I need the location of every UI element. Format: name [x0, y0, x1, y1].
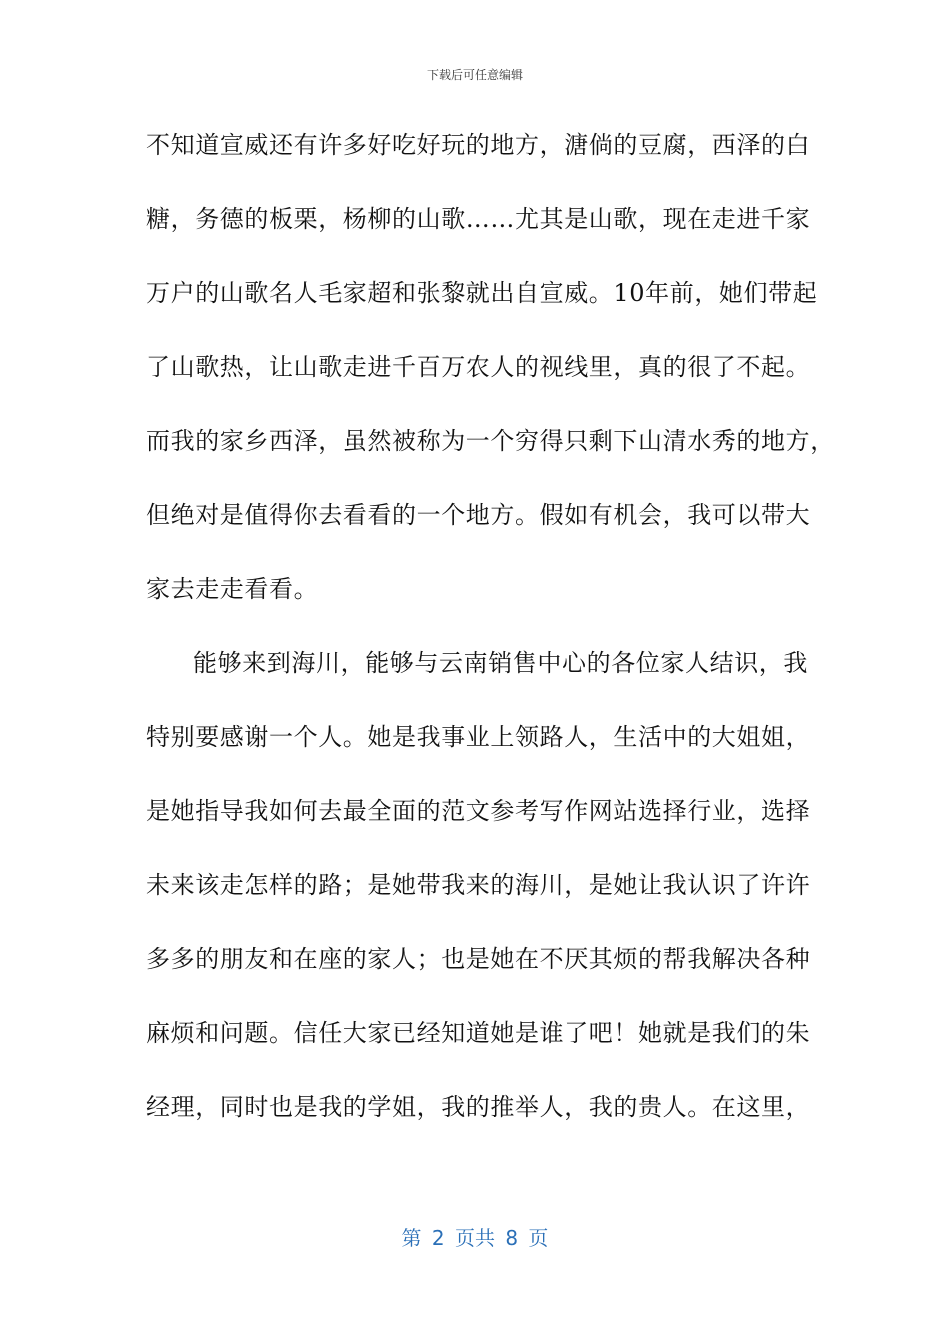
text-line: 而我的家乡西泽，虽然被称为一个穷得只剩下山清水秀的地方， — [146, 427, 835, 455]
text-line: 是她指导我如何去最全面的范文参考写作网站选择行业，选择 — [146, 797, 811, 825]
page-number: 第 2 页共 8 页 — [401, 1226, 549, 1250]
text-line: 家去走走看看。 — [146, 575, 319, 603]
text-line: 未来该走怎样的路；是她带我来的海川，是她让我认识了许许 — [146, 871, 811, 899]
text-line: 经理，同时也是我的学姐，我的推举人，我的贵人。在这里， — [146, 1093, 811, 1121]
paragraph-start-line: 能够来到海川，能够与云南销售中心的各位家人结识，我 — [193, 649, 808, 677]
text-line: 麻烦和问题。信任大家已经知道她是谁了吧！她就是我们的朱 — [146, 1019, 811, 1047]
text-line: 但绝对是值得你去看看的一个地方。假如有机会，我可以带大 — [146, 501, 811, 529]
text-line: 特别要感谢一个人。她是我事业上领路人，生活中的大姐姐， — [146, 723, 811, 751]
text-line: 万户的山歌名人毛家超和张黎就出自宣威。10年前，她们带起 — [146, 279, 818, 307]
document-body — [146, 120, 835, 1156]
text-line: 不知道宣威还有许多好吃好玩的地方，溏倘的豆腐，西泽的白 — [146, 131, 811, 159]
text-line: 多多的朋友和在座的家人；也是她在不厌其烦的帮我解决各种 — [146, 945, 811, 973]
header-note: 下载后可任意编辑 — [426, 68, 523, 82]
text-line: 了山歌热，让山歌走进千百万农人的视线里，真的很了不起。 — [146, 353, 811, 381]
text-line: 糖，务德的板栗，杨柳的山歌……尤其是山歌，现在走进千家 — [146, 205, 811, 233]
